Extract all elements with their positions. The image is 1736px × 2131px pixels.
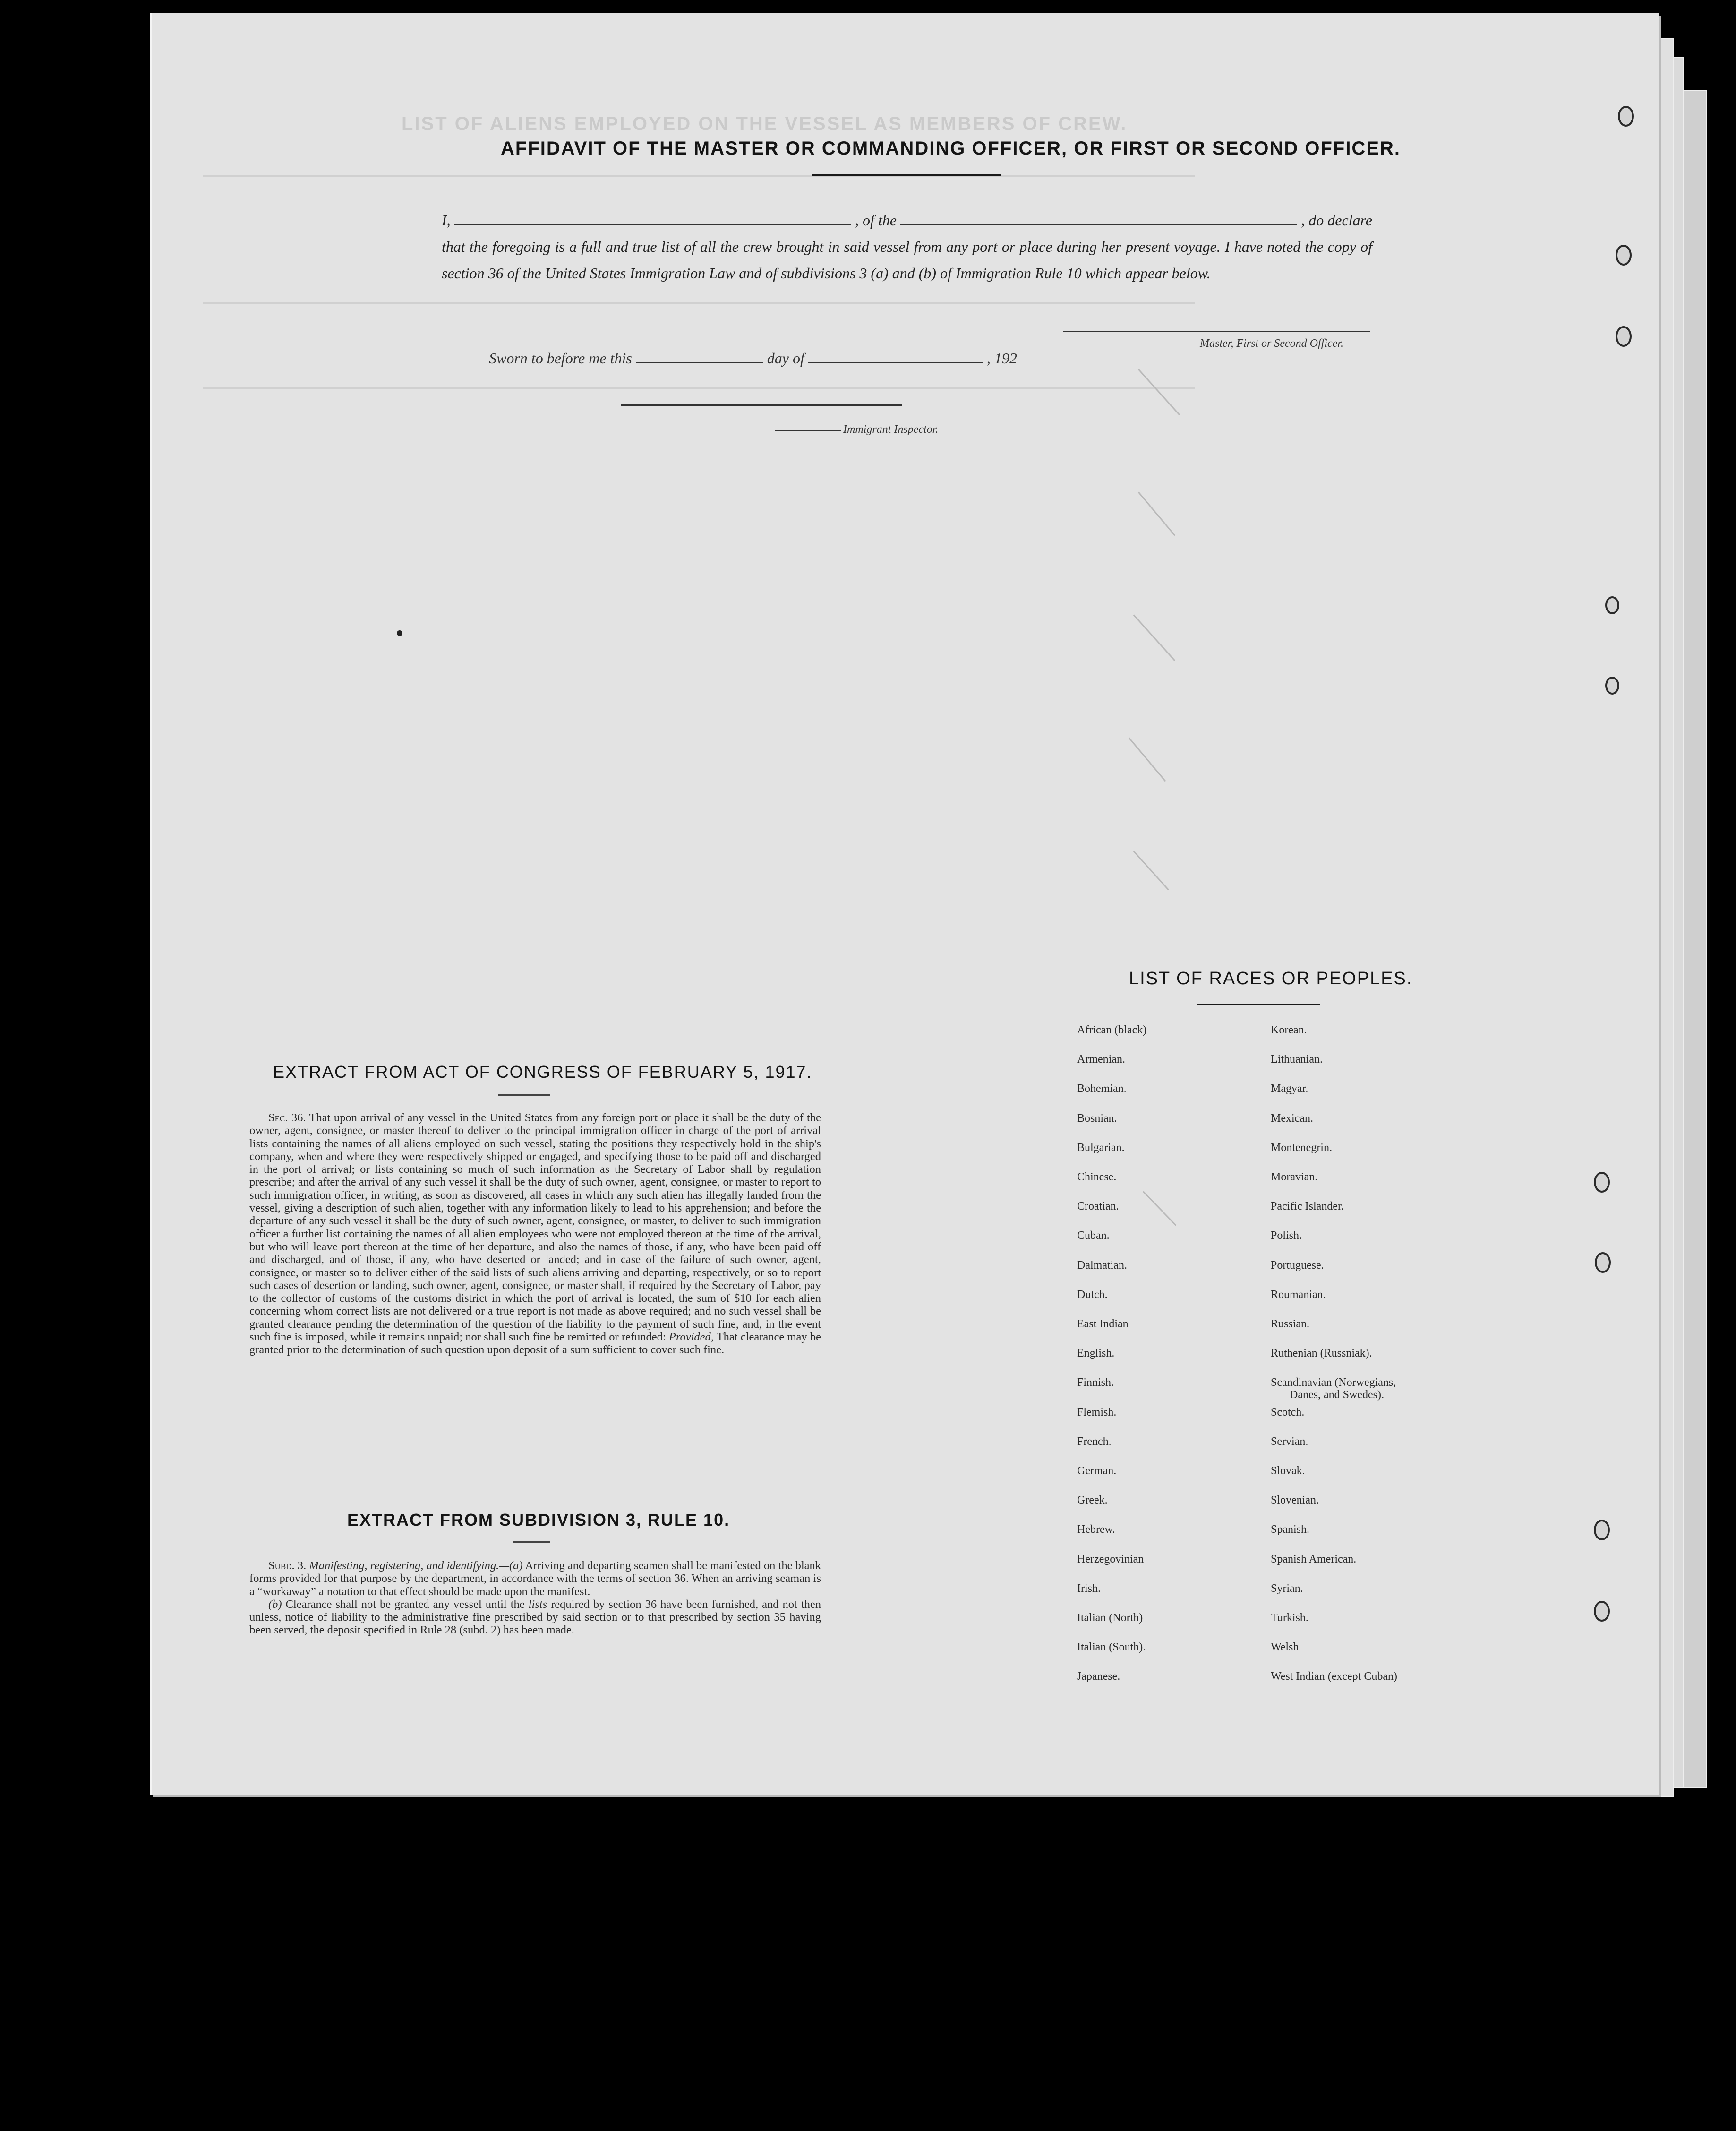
binder-hole — [1618, 106, 1634, 127]
race-item: Italian (North) — [1077, 1612, 1143, 1624]
section-label: Sec. 36. — [268, 1111, 306, 1124]
inspector-signature-field[interactable] — [621, 404, 902, 406]
race-item: Spanish American. — [1271, 1553, 1357, 1565]
declaration-text: that the foregoing is a full and true list of all the crew brought in said vessel from any port or place during her present voyage. I have noted the copy of section 36 of the United States Immigration Law and of subdivisions 3 (a) and (b) of Immigration Rule 10 which appear below. — [442, 238, 1372, 282]
rule-extract-body — [249, 1559, 821, 1637]
affidavit-title: AFFIDAVIT OF THE MASTER OR COMMANDING OFFICER, OR FIRST OR SECOND OFFICER. — [501, 138, 1401, 159]
race-item: Roumanian. — [1271, 1288, 1326, 1301]
race-item: Portuguese. — [1271, 1259, 1324, 1272]
race-item: Danes, and Swedes). — [1290, 1389, 1384, 1401]
race-item: Flemish. — [1077, 1406, 1117, 1418]
race-item: Scotch. — [1271, 1406, 1305, 1418]
act-extract-title: EXTRACT FROM ACT OF CONGRESS OF FEBRUARY 5, 1917. — [273, 1062, 812, 1082]
race-item: Welsh — [1271, 1641, 1299, 1654]
binder-hole — [1594, 1520, 1610, 1540]
sworn-day-of: day of — [767, 350, 804, 367]
race-item: Russian. — [1271, 1318, 1310, 1330]
race-item: Montenegrin. — [1271, 1141, 1332, 1154]
inspector-signature-tail — [775, 430, 841, 431]
race-item: Servian. — [1271, 1435, 1308, 1448]
rule-extract-underline — [513, 1541, 550, 1543]
race-item: Slovenian. — [1271, 1494, 1319, 1507]
race-item: West Indian (except Cuban) — [1271, 1670, 1397, 1683]
title-underline — [812, 174, 1001, 176]
race-item: Slovak. — [1271, 1465, 1305, 1477]
race-item: Mexican. — [1271, 1112, 1313, 1125]
race-item: Hebrew. — [1077, 1523, 1115, 1536]
subdivision-b-lists: lists — [528, 1598, 547, 1611]
race-item: East Indian — [1077, 1318, 1129, 1330]
race-item: Italian (South). — [1077, 1641, 1146, 1654]
vessel-name-field[interactable] — [900, 224, 1297, 225]
race-item: Greek. — [1077, 1494, 1108, 1507]
bleed-through-rule — [203, 175, 1195, 177]
races-underline — [1197, 1004, 1320, 1005]
race-item: Spanish. — [1271, 1523, 1310, 1536]
binder-hole — [1616, 326, 1632, 347]
declaration-do-declare: , do declare — [1301, 212, 1372, 229]
subdivision-b-label: (b) — [268, 1598, 282, 1611]
proviso-text: That clearance may be granted prior to the determination of such question upon deposit of a sum sufficient to cover such fine. — [249, 1331, 821, 1357]
inspector-caption: Immigrant Inspector. — [843, 423, 939, 436]
section-text: That upon arrival of any vessel in the United States from any foreign port or place it shall be the duty of the owner, agent, consignee, or master thereof to deliver to the principal immigration officer in charge of the port of arrival lists containing the names of all aliens employed on such vessel, stating the positions they respectively hold in the ship's company, when and where they were respectively shipped or engaged, and specifying those to be paid off and discharged in the port of arrival; or lists containing so much of such information as the Secretary of Labor shall by regulation prescribe; and after the arrival of any such vessel it shall be the duty of such owner, agent, consignee, or master to report to such immigration officer, in writing, as soon as discovered, all cases in which any such alien has illegally landed from the vessel, giving a description of such alien, together with any information likely to lead to his apprehension; and before the departure of any such vessel it shall be the duty of such owner, agent, consignee, or master, to deliver to such immigration officer a further list containing the names of all alien employees who were not employed thereon at the time of the arrival, but who will leave port thereon at the time of her departure, and also the names of those, if any, who have been paid off and discharged, and of those, if any, who have deserted or landed; and in case of the failure of such owner, agent, consignee, or master so to deliver either of the said lists of such aliens arriving and departing, respectively, or so to report such cases of desertion or landing, such owner, agent, consignee, or master shall, if required by the Secretary of Labor, pay to the collector of customs of the customs district in which the port of arrival is located, the sum of $10 for each alien concerning whom correct lists are not delivered or a true report is not made as above required; and no such vessel shall be granted clearance pending the determination of the question of the liability to the payment of such fine, and, in the event such fine is imposed, while it remains unpaid; nor shall such fine be remitted or refunded: — [249, 1111, 821, 1344]
race-item: Syrian. — [1271, 1582, 1303, 1595]
subdivision-b-text-1: Clearance shall not be granted any vessel until the — [285, 1598, 525, 1611]
binder-hole — [1605, 596, 1619, 614]
act-extract-underline — [498, 1094, 550, 1096]
race-item: Bulgarian. — [1077, 1141, 1125, 1154]
race-item: French. — [1077, 1435, 1112, 1448]
binder-hole — [1595, 1252, 1611, 1273]
rule-extract-title: EXTRACT FROM SUBDIVISION 3, RULE 10. — [347, 1510, 730, 1530]
binder-hole — [1594, 1172, 1610, 1193]
race-item: Cuban. — [1077, 1229, 1110, 1242]
race-item: Herzegovinian — [1077, 1553, 1144, 1565]
sworn-text: Sworn to before me this — [489, 350, 632, 367]
race-item: Croatian. — [1077, 1200, 1119, 1213]
race-item: Irish. — [1077, 1582, 1101, 1595]
race-item: Scandinavian (Norwegians, — [1271, 1376, 1396, 1389]
subdivision-b-text-2: required by section 36 have been furnished, and not then unless, notice of liability to the administrative fine prescribed by said section or to that prescribed by section 35 having been served, the deposit specified in Rule 28 (subd. 2) has been made. — [249, 1598, 821, 1637]
race-item: Japanese. — [1077, 1670, 1120, 1683]
race-item: Magyar. — [1271, 1083, 1308, 1095]
race-item: English. — [1077, 1347, 1115, 1360]
officer-name-field[interactable] — [454, 224, 851, 225]
race-item: Ruthenian (Russniak). — [1271, 1347, 1372, 1360]
master-caption: Master, First or Second Officer. — [1200, 337, 1343, 350]
binder-hole — [1605, 677, 1619, 695]
declaration-i: I, — [442, 212, 451, 229]
race-item: Pacific Islander. — [1271, 1200, 1344, 1213]
race-item: African (black) — [1077, 1024, 1147, 1036]
race-item: Dutch. — [1077, 1288, 1108, 1301]
race-item: Chinese. — [1077, 1171, 1117, 1183]
proviso-label: Provided, — [668, 1331, 714, 1344]
master-signature-field[interactable] — [1063, 331, 1370, 332]
sworn-year: , 192 — [986, 350, 1017, 367]
race-item: Dalmatian. — [1077, 1259, 1127, 1272]
act-extract-body — [249, 1111, 821, 1357]
sworn-statement — [489, 350, 1017, 367]
subdivision-heading: Manifesting, registering, and identifying.—(a) — [309, 1559, 523, 1572]
bleed-through-rule — [203, 387, 1195, 389]
race-item: Armenian. — [1077, 1053, 1125, 1066]
bleed-through-title: LIST OF ALIENS EMPLOYED ON THE VESSEL AS MEMBERS OF CREW. — [402, 113, 1128, 134]
subdivision-label: Subd. 3. — [268, 1559, 307, 1572]
declaration-of-the: , of the — [855, 212, 897, 229]
bleed-through-rule — [203, 302, 1195, 304]
race-item: Moravian. — [1271, 1171, 1318, 1183]
race-item: German. — [1077, 1465, 1117, 1477]
race-item: Lithuanian. — [1271, 1053, 1323, 1066]
race-item: Bosnian. — [1077, 1112, 1117, 1125]
subdivision-a-text: Arriving and departing seamen shall be manifested on the blank forms provided for that purpose by the department, in accordance with the terms of section 36. When an arriving seaman is a “workaway” a notation to that effect should be made upon the manifest. — [249, 1559, 821, 1598]
race-item: Polish. — [1271, 1229, 1302, 1242]
ink-dot — [397, 630, 402, 636]
races-title: LIST OF RACES OR PEOPLES. — [1129, 969, 1413, 988]
declaration — [442, 207, 1372, 286]
race-item: Turkish. — [1271, 1612, 1308, 1624]
binder-hole — [1616, 245, 1632, 266]
race-item: Bohemian. — [1077, 1083, 1127, 1095]
sworn-day-field[interactable] — [636, 362, 763, 363]
binder-hole — [1594, 1601, 1610, 1622]
sworn-month-field[interactable] — [808, 362, 983, 363]
race-item: Korean. — [1271, 1024, 1307, 1036]
race-item: Finnish. — [1077, 1376, 1114, 1389]
